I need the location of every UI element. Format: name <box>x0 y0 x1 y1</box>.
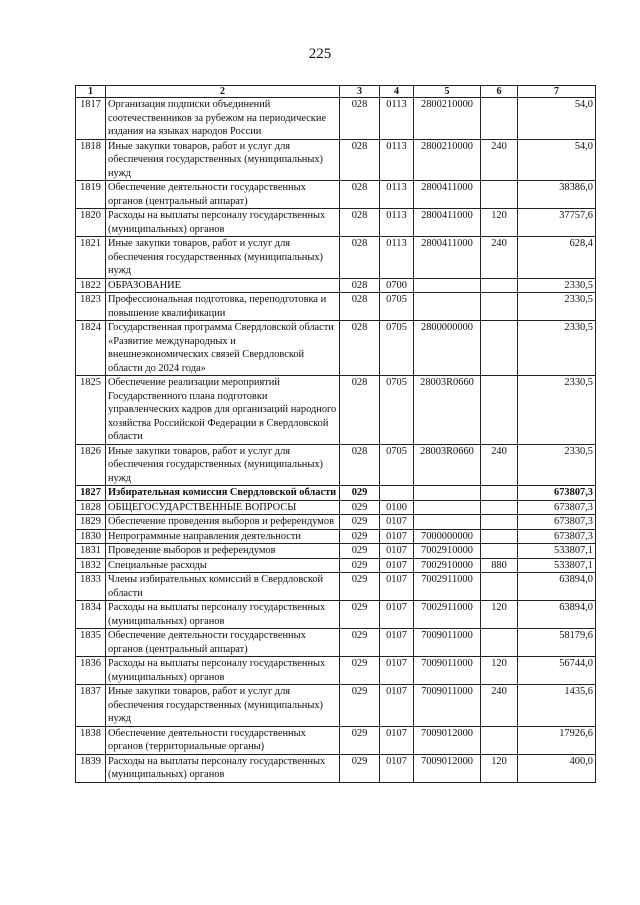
target-article-cell <box>414 500 481 515</box>
ministry-code-cell: 028 <box>340 293 380 321</box>
target-article-cell: 7009011000 <box>414 685 481 727</box>
row-name-cell: Организация подписки объединений соотечественников за рубежом на периодические издания на языках народов России <box>106 98 340 140</box>
ministry-code-cell: 028 <box>340 139 380 181</box>
expense-type-cell <box>481 515 518 530</box>
expense-type-cell <box>481 376 518 445</box>
expense-type-cell: 120 <box>481 209 518 237</box>
ministry-code-cell: 028 <box>340 98 380 140</box>
target-article-cell <box>414 486 481 501</box>
expense-type-cell <box>481 500 518 515</box>
ministry-code-cell: 029 <box>340 573 380 601</box>
row-name-cell: Профессиональная подготовка, переподготовка и повышение квалификации <box>106 293 340 321</box>
row-name-cell: Обеспечение деятельности государственных органов (территориальные органы) <box>106 726 340 754</box>
ministry-code-cell: 029 <box>340 486 380 501</box>
row-number-cell: 1829 <box>76 515 106 530</box>
section-code-cell: 0100 <box>380 500 414 515</box>
column-header: 6 <box>481 86 518 98</box>
ministry-code-cell: 029 <box>340 515 380 530</box>
row-name-cell: Государственная программа Свердловской области «Развитие международных и внешнеэкономических связей Свердловской области до 2024 года» <box>106 321 340 376</box>
row-name-cell: Обеспечение деятельности государственных органов (центральный аппарат) <box>106 629 340 657</box>
expense-type-cell: 120 <box>481 601 518 629</box>
table-row <box>76 321 596 376</box>
amount-cell: 533807,1 <box>518 558 596 573</box>
row-number-cell: 1823 <box>76 293 106 321</box>
amount-cell: 673807,3 <box>518 529 596 544</box>
section-code-cell: 0107 <box>380 657 414 685</box>
ministry-code-cell: 028 <box>340 444 380 486</box>
row-number-cell: 1835 <box>76 629 106 657</box>
target-article-cell: 7002910000 <box>414 544 481 559</box>
ministry-code-cell: 029 <box>340 685 380 727</box>
amount-cell: 63894,0 <box>518 601 596 629</box>
row-name-cell: Расходы на выплаты персоналу государственных (муниципальных) органов <box>106 657 340 685</box>
ministry-code-cell: 028 <box>340 376 380 445</box>
budget-table <box>75 85 596 783</box>
row-number-cell: 1824 <box>76 321 106 376</box>
amount-cell: 2330,5 <box>518 293 596 321</box>
amount-cell: 628,4 <box>518 237 596 279</box>
row-number-cell: 1830 <box>76 529 106 544</box>
section-code-cell: 0107 <box>380 573 414 601</box>
row-name-cell: Расходы на выплаты персоналу государственных (муниципальных) органов <box>106 209 340 237</box>
amount-cell: 38386,0 <box>518 181 596 209</box>
column-header: 5 <box>414 86 481 98</box>
section-code-cell: 0107 <box>380 685 414 727</box>
target-article-cell: 2800411000 <box>414 237 481 279</box>
table-row <box>76 181 596 209</box>
expense-type-cell: 120 <box>481 754 518 782</box>
row-number-cell: 1832 <box>76 558 106 573</box>
row-number-cell: 1819 <box>76 181 106 209</box>
section-code-cell: 0107 <box>380 601 414 629</box>
expense-type-cell <box>481 486 518 501</box>
amount-cell: 673807,3 <box>518 486 596 501</box>
expense-type-cell <box>481 629 518 657</box>
expense-type-cell <box>481 181 518 209</box>
section-code-cell: 0113 <box>380 98 414 140</box>
ministry-code-cell: 028 <box>340 278 380 293</box>
target-article-cell: 7002910000 <box>414 558 481 573</box>
amount-cell: 2330,5 <box>518 376 596 445</box>
expense-type-cell: 240 <box>481 237 518 279</box>
target-article-cell: 2800000000 <box>414 321 481 376</box>
target-article-cell: 7000000000 <box>414 529 481 544</box>
target-article-cell <box>414 278 481 293</box>
row-name-cell: Обеспечение деятельности государственных органов (центральный аппарат) <box>106 181 340 209</box>
section-code-cell: 0113 <box>380 139 414 181</box>
ministry-code-cell: 029 <box>340 629 380 657</box>
target-article-cell: 7009011000 <box>414 657 481 685</box>
row-number-cell: 1822 <box>76 278 106 293</box>
row-name-cell: Специальные расходы <box>106 558 340 573</box>
table-row <box>76 685 596 727</box>
target-article-cell: 7002911000 <box>414 573 481 601</box>
section-code-cell: 0107 <box>380 544 414 559</box>
ministry-code-cell: 029 <box>340 544 380 559</box>
expense-type-cell <box>481 544 518 559</box>
expense-type-cell: 120 <box>481 657 518 685</box>
section-code-cell: 0113 <box>380 181 414 209</box>
row-name-cell: Проведение выборов и референдумов <box>106 544 340 559</box>
row-name-cell: Расходы на выплаты персоналу государственных (муниципальных) органов <box>106 601 340 629</box>
target-article-cell <box>414 293 481 321</box>
row-name-cell: ОБЩЕГОСУДАРСТВЕННЫЕ ВОПРОСЫ <box>106 500 340 515</box>
row-number-cell: 1825 <box>76 376 106 445</box>
section-code-cell: 0107 <box>380 529 414 544</box>
ministry-code-cell: 029 <box>340 529 380 544</box>
target-article-cell: 28003R0660 <box>414 376 481 445</box>
amount-cell: 2330,5 <box>518 278 596 293</box>
row-name-cell: Непрограммные направления деятельности <box>106 529 340 544</box>
table-row <box>76 573 596 601</box>
row-name-cell: Обеспечение реализации мероприятий Государственного плана подготовки управленческих кадров для организаций народного хозяйства Российской Федерации в Свердловской области <box>106 376 340 445</box>
expense-type-cell <box>481 278 518 293</box>
expense-type-cell <box>481 293 518 321</box>
ministry-code-cell: 028 <box>340 181 380 209</box>
table-row <box>76 544 596 559</box>
table-row <box>76 444 596 486</box>
table-row <box>76 754 596 782</box>
row-number-cell: 1837 <box>76 685 106 727</box>
row-name-cell: Расходы на выплаты персоналу государственных (муниципальных) органов <box>106 754 340 782</box>
table-row <box>76 726 596 754</box>
table-header-row <box>76 86 596 98</box>
row-number-cell: 1836 <box>76 657 106 685</box>
amount-cell: 2330,5 <box>518 321 596 376</box>
amount-cell: 63894,0 <box>518 573 596 601</box>
target-article-cell: 7009011000 <box>414 629 481 657</box>
table-row <box>76 558 596 573</box>
target-article-cell: 7009012000 <box>414 726 481 754</box>
section-code-cell: 0705 <box>380 376 414 445</box>
table-row <box>76 515 596 530</box>
target-article-cell: 7009012000 <box>414 754 481 782</box>
expense-type-cell: 240 <box>481 444 518 486</box>
ministry-code-cell: 029 <box>340 601 380 629</box>
amount-cell: 533807,1 <box>518 544 596 559</box>
column-header: 3 <box>340 86 380 98</box>
row-number-cell: 1826 <box>76 444 106 486</box>
amount-cell: 54,0 <box>518 98 596 140</box>
table-row <box>76 237 596 279</box>
section-code-cell: 0113 <box>380 209 414 237</box>
section-code-cell: 0107 <box>380 629 414 657</box>
column-header: 1 <box>76 86 106 98</box>
column-header: 2 <box>106 86 340 98</box>
amount-cell: 2330,5 <box>518 444 596 486</box>
section-code-cell: 0107 <box>380 754 414 782</box>
target-article-cell: 2800411000 <box>414 209 481 237</box>
row-name-cell: Иные закупки товаров, работ и услуг для обеспечения государственных (муниципальных) нужд <box>106 237 340 279</box>
table-row <box>76 98 596 140</box>
target-article-cell: 2800210000 <box>414 98 481 140</box>
amount-cell: 17926,6 <box>518 726 596 754</box>
amount-cell: 56744,0 <box>518 657 596 685</box>
target-article-cell: 2800411000 <box>414 181 481 209</box>
section-code-cell <box>380 486 414 501</box>
expense-type-cell: 880 <box>481 558 518 573</box>
amount-cell: 673807,3 <box>518 515 596 530</box>
target-article-cell: 2800210000 <box>414 139 481 181</box>
target-article-cell: 7002911000 <box>414 601 481 629</box>
expense-type-cell <box>481 529 518 544</box>
row-number-cell: 1818 <box>76 139 106 181</box>
column-header: 4 <box>380 86 414 98</box>
ministry-code-cell: 028 <box>340 321 380 376</box>
table-row <box>76 657 596 685</box>
section-code-cell: 0107 <box>380 515 414 530</box>
table-row <box>76 500 596 515</box>
row-number-cell: 1838 <box>76 726 106 754</box>
section-code-cell: 0705 <box>380 321 414 376</box>
section-code-cell: 0113 <box>380 237 414 279</box>
table-row <box>76 139 596 181</box>
expense-type-cell <box>481 321 518 376</box>
section-code-cell: 0700 <box>380 278 414 293</box>
row-name-cell: Обеспечение проведения выборов и референдумов <box>106 515 340 530</box>
amount-cell: 54,0 <box>518 139 596 181</box>
row-name-cell: Иные закупки товаров, работ и услуг для обеспечения государственных (муниципальных) нужд <box>106 444 340 486</box>
row-name-cell: Иные закупки товаров, работ и услуг для обеспечения государственных (муниципальных) нужд <box>106 685 340 727</box>
ministry-code-cell: 029 <box>340 657 380 685</box>
page-number: 225 <box>308 46 332 62</box>
section-code-cell: 0705 <box>380 444 414 486</box>
amount-cell: 37757,6 <box>518 209 596 237</box>
ministry-code-cell: 029 <box>340 500 380 515</box>
amount-cell: 1435,6 <box>518 685 596 727</box>
row-number-cell: 1834 <box>76 601 106 629</box>
table-row <box>76 629 596 657</box>
row-number-cell: 1831 <box>76 544 106 559</box>
expense-type-cell <box>481 98 518 140</box>
amount-cell: 673807,3 <box>518 500 596 515</box>
ministry-code-cell: 028 <box>340 237 380 279</box>
expense-type-cell <box>481 573 518 601</box>
expense-type-cell: 240 <box>481 139 518 181</box>
section-code-cell: 0107 <box>380 558 414 573</box>
target-article-cell <box>414 515 481 530</box>
ministry-code-cell: 028 <box>340 209 380 237</box>
expense-type-cell: 240 <box>481 685 518 727</box>
row-number-cell: 1817 <box>76 98 106 140</box>
table-row <box>76 376 596 445</box>
table-row <box>76 209 596 237</box>
row-number-cell: 1833 <box>76 573 106 601</box>
row-name-cell: Члены избирательных комиссий в Свердловской области <box>106 573 340 601</box>
ministry-code-cell: 029 <box>340 558 380 573</box>
row-number-cell: 1828 <box>76 500 106 515</box>
table-row <box>76 601 596 629</box>
expense-type-cell <box>481 726 518 754</box>
row-name-cell: Избирательная комиссия Свердловской области <box>106 486 340 501</box>
table-row <box>76 293 596 321</box>
ministry-code-cell: 029 <box>340 726 380 754</box>
table-row <box>76 486 596 501</box>
row-number-cell: 1821 <box>76 237 106 279</box>
row-number-cell: 1827 <box>76 486 106 501</box>
target-article-cell: 28003R0660 <box>414 444 481 486</box>
ministry-code-cell: 029 <box>340 754 380 782</box>
column-header: 7 <box>518 86 596 98</box>
amount-cell: 400,0 <box>518 754 596 782</box>
row-number-cell: 1820 <box>76 209 106 237</box>
row-name-cell: Иные закупки товаров, работ и услуг для обеспечения государственных (муниципальных) нужд <box>106 139 340 181</box>
row-number-cell: 1839 <box>76 754 106 782</box>
section-code-cell: 0107 <box>380 726 414 754</box>
table-row <box>76 529 596 544</box>
row-name-cell: ОБРАЗОВАНИЕ <box>106 278 340 293</box>
amount-cell: 58179,6 <box>518 629 596 657</box>
table-row <box>76 278 596 293</box>
section-code-cell: 0705 <box>380 293 414 321</box>
